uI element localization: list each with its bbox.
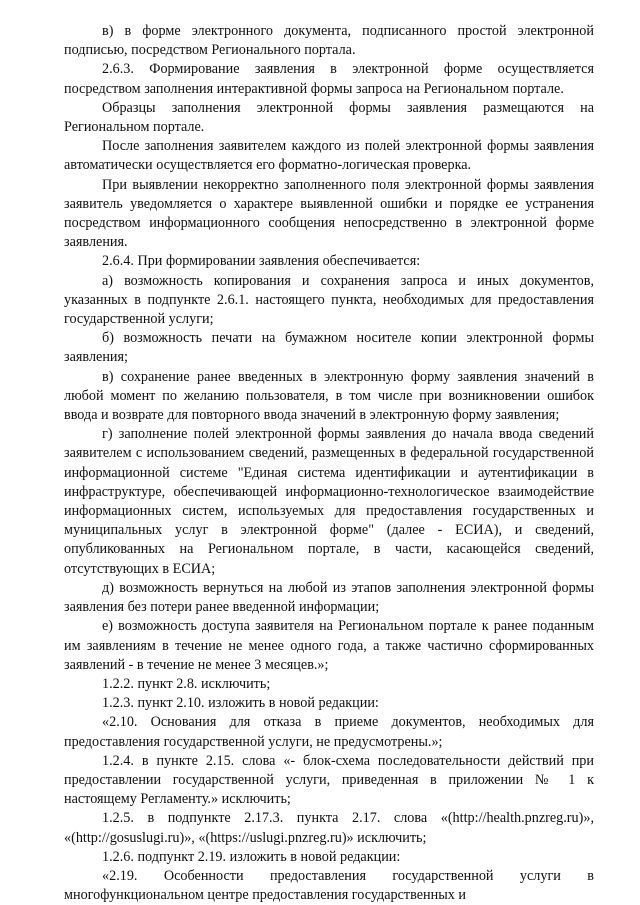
paragraph: 1.2.4. в пункте 2.15. слова «- блок-схема последовательности действий при предоставлении государственной услуги, приведенная в приложении № 1 к настоящему Регламенту.» исключить; bbox=[64, 752, 594, 808]
paragraph: При выявлении некорректно заполненного поля электронной формы заявления заявитель уведомляется о характере выявленной ошибки и порядке ее устранения посредством информационного сообщения непосредственно в электронной форме заявления. bbox=[64, 176, 594, 251]
paragraph: 1.2.3. пункт 2.10. изложить в новой редакции: bbox=[102, 695, 379, 712]
paragraph: в) сохранение ранее введенных в электронную форму заявления значений в любой момент по желанию пользователя, в том числе при возникновении ошибок ввода и возврате для повторного ввода значений в электронную форму заявления; bbox=[64, 368, 594, 424]
paragraph: б) возможность печати на бумажном носителе копии электронной формы заявления; bbox=[64, 330, 594, 366]
paragraph: д) возможность вернуться на любой из этапов заполнения электронной формы заявления без потери ранее введенной информации; bbox=[64, 579, 594, 616]
document-page bbox=[64, 22, 594, 905]
paragraph: г) заполнение полей электронной формы заявления до начала ввода сведений заявителем с использованием сведений, размещенных в федеральной государственной информационной системе "Единая система идентификации и аутентификации в инфраструктуре, обеспечивающей информационно-технологическое взаимодействие информационных систем, используемых для предоставления государственных и муниципальных услуг в электронной форме" (далее - ЕСИА), и сведений, опубликованных на Региональном портале, в части, касающейся сведений, отсутствующих в ЕСИА; bbox=[64, 426, 594, 577]
paragraph: «2.10. Основания для отказа в приеме документов, необходимых для предоставления государственной услуги, не предусмотрены.»; bbox=[64, 714, 594, 750]
paragraph: 1.2.6. подпункт 2.19. изложить в новой редакции: bbox=[102, 848, 401, 865]
paragraph: е) возможность доступа заявителя на Региональном портале к ранее поданным им заявлениям в течение не менее одного года, а также частично сформированных заявлений - в течение не менее 3 месяцев.»; bbox=[64, 618, 594, 673]
paragraph: 2.6.3. Формирование заявления в электронной форме осуществляется посредством заполнения интерактивной формы запроса на Региональном портале. bbox=[64, 61, 594, 97]
paragraph: Образцы заполнения электронной формы заявления размещаются на Региональном портале. bbox=[64, 99, 594, 136]
paragraph: «2.19. Особенности предоставления государственной услуги в многофункциональном центре предоставления государственных и bbox=[64, 867, 594, 904]
paragraph: 2.6.4. При формировании заявления обеспечивается: bbox=[102, 253, 421, 270]
paragraph: а) возможность копирования и сохранения запроса и иных документов, указанных в подпункте 2.6.1. настоящего пункта, необходимых для предоставления государственной услуги; bbox=[64, 272, 594, 328]
paragraph: в) в форме электронного документа, подписанного простой электронной подписью, посредством Регионального портала. bbox=[64, 23, 594, 59]
paragraph: 1.2.2. пункт 2.8. исключить; bbox=[102, 675, 271, 692]
paragraph: 1.2.5. в подпункте 2.17.3. пункта 2.17. слова «(http://health.pnzreg.ru)», «(http://gosuslugi.ru)», «(https://uslugi.pnzreg.ru)» исключить; bbox=[64, 810, 594, 846]
paragraph: После заполнения заявителем каждого из полей электронной формы заявления автоматически осуществляется его форматно-логическая проверка. bbox=[64, 138, 594, 174]
